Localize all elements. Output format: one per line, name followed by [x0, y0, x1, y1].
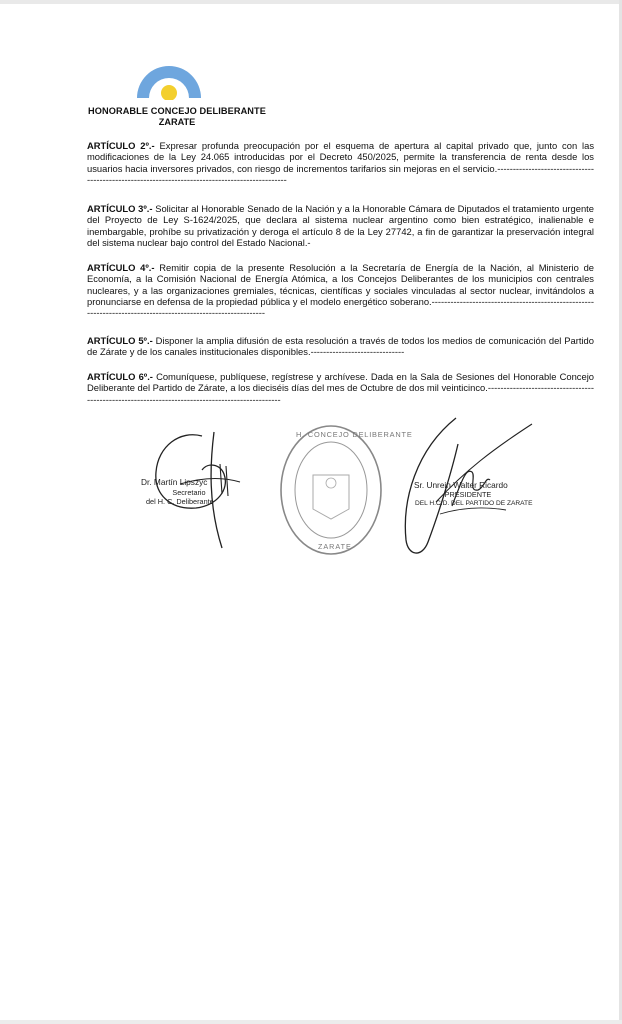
official-seal — [279, 423, 383, 557]
logo-sun-arch — [136, 64, 202, 100]
article-2 — [87, 140, 594, 185]
article-2-text: Expresar profunda preocupación por el esquema de apertura al capital privado que, junto con las modificaciones de la Ley 24.065 introducidas por el Decreto 450/2025, permite la transferencia de renta desde los usuarios hacia inversores privados, con riesgo de incrementos tarifarios sin mejoras en el servicio.----------------------------------------------------------------------------------------------- — [87, 140, 595, 185]
institution-city: ZARATE — [158, 117, 196, 127]
seal-ring-text: H. CONCEJO DELIBERANTE — [296, 430, 413, 439]
article-5 — [87, 335, 594, 358]
article-5-text: Disponer la amplia difusión de esta resolución a través de todos los medios de comunicación del Partido de Zárate y de los canales institucionales disponibles.------------------------------ — [87, 335, 594, 358]
page-edge-top — [0, 0, 622, 4]
seal-bottom-text: ZARATE — [318, 542, 352, 551]
article-5-label: ARTÍCULO 5º.- — [87, 335, 153, 346]
article-3 — [87, 203, 594, 248]
article-3-text: Solicitar al Honorable Senado de la Nación y a la Honorable Cámara de Diputados el tratamiento urgente del Proyecto de Ley S-1624/2025, que declara al sistema nuclear argentino como bien estratégico, inalienable e inembargable, prohíbe su privatización y deroga el artículo 8 de la Ley 27742, a fin de garantizar la preservación integral del sistema nuclear bajo control del Estado Nacional.- — [87, 203, 594, 248]
institution-name: HONORABLE CONCEJO DELIBERANTE — [88, 106, 266, 116]
article-4 — [87, 262, 594, 318]
article-6 — [87, 371, 594, 405]
right-signer-title: PRESIDENTE — [444, 490, 492, 499]
article-2-label: ARTÍCULO 2º.- — [87, 140, 155, 151]
left-signer-title: Secretario — [172, 488, 206, 497]
article-4-label: ARTÍCULO 4º.- — [87, 262, 155, 273]
right-signer-office: DEL H.C.D. DEL PARTIDO DE ZARATE — [415, 500, 533, 507]
article-3-label: ARTÍCULO 3º.- — [87, 203, 153, 214]
left-signer-office: del H. C. Deliberante — [146, 497, 214, 506]
article-4-text: Remitir copia de la presente Resolución a la Secretaría de Energía de la Nación, al Ministerio de Economía, a la Comisión Nacional de Energía Atómica, a los Concejos Deliberantes de los municipios con centrales nucleares, y a las organizaciones gremiales, técnicas, científicas y sociales vinculadas al sector nuclear, invitándolos a pronunciarse en defensa de la propiedad pública y el modelo energético soberano.------------------------------------------------------------------------------------------------------------- — [87, 262, 594, 319]
article-6-text: Comuníquese, publíquese, regístrese y archívese. Dada en la Sala de Sesiones del Honorable Concejo Deliberante del Partido de Zárate, a los dieciséis días del mes de Octubre de dos mil veinticinco.------------------------------------------------------------------------------------------------ — [87, 371, 594, 405]
left-signer-name: Dr. Martín Lipszyc — [141, 477, 208, 487]
page-edge-bottom — [0, 1020, 622, 1024]
article-6-label: ARTÍCULO 6º.- — [87, 371, 153, 382]
right-signer-name: Sr. Unrein Walter Ricardo — [414, 480, 508, 490]
